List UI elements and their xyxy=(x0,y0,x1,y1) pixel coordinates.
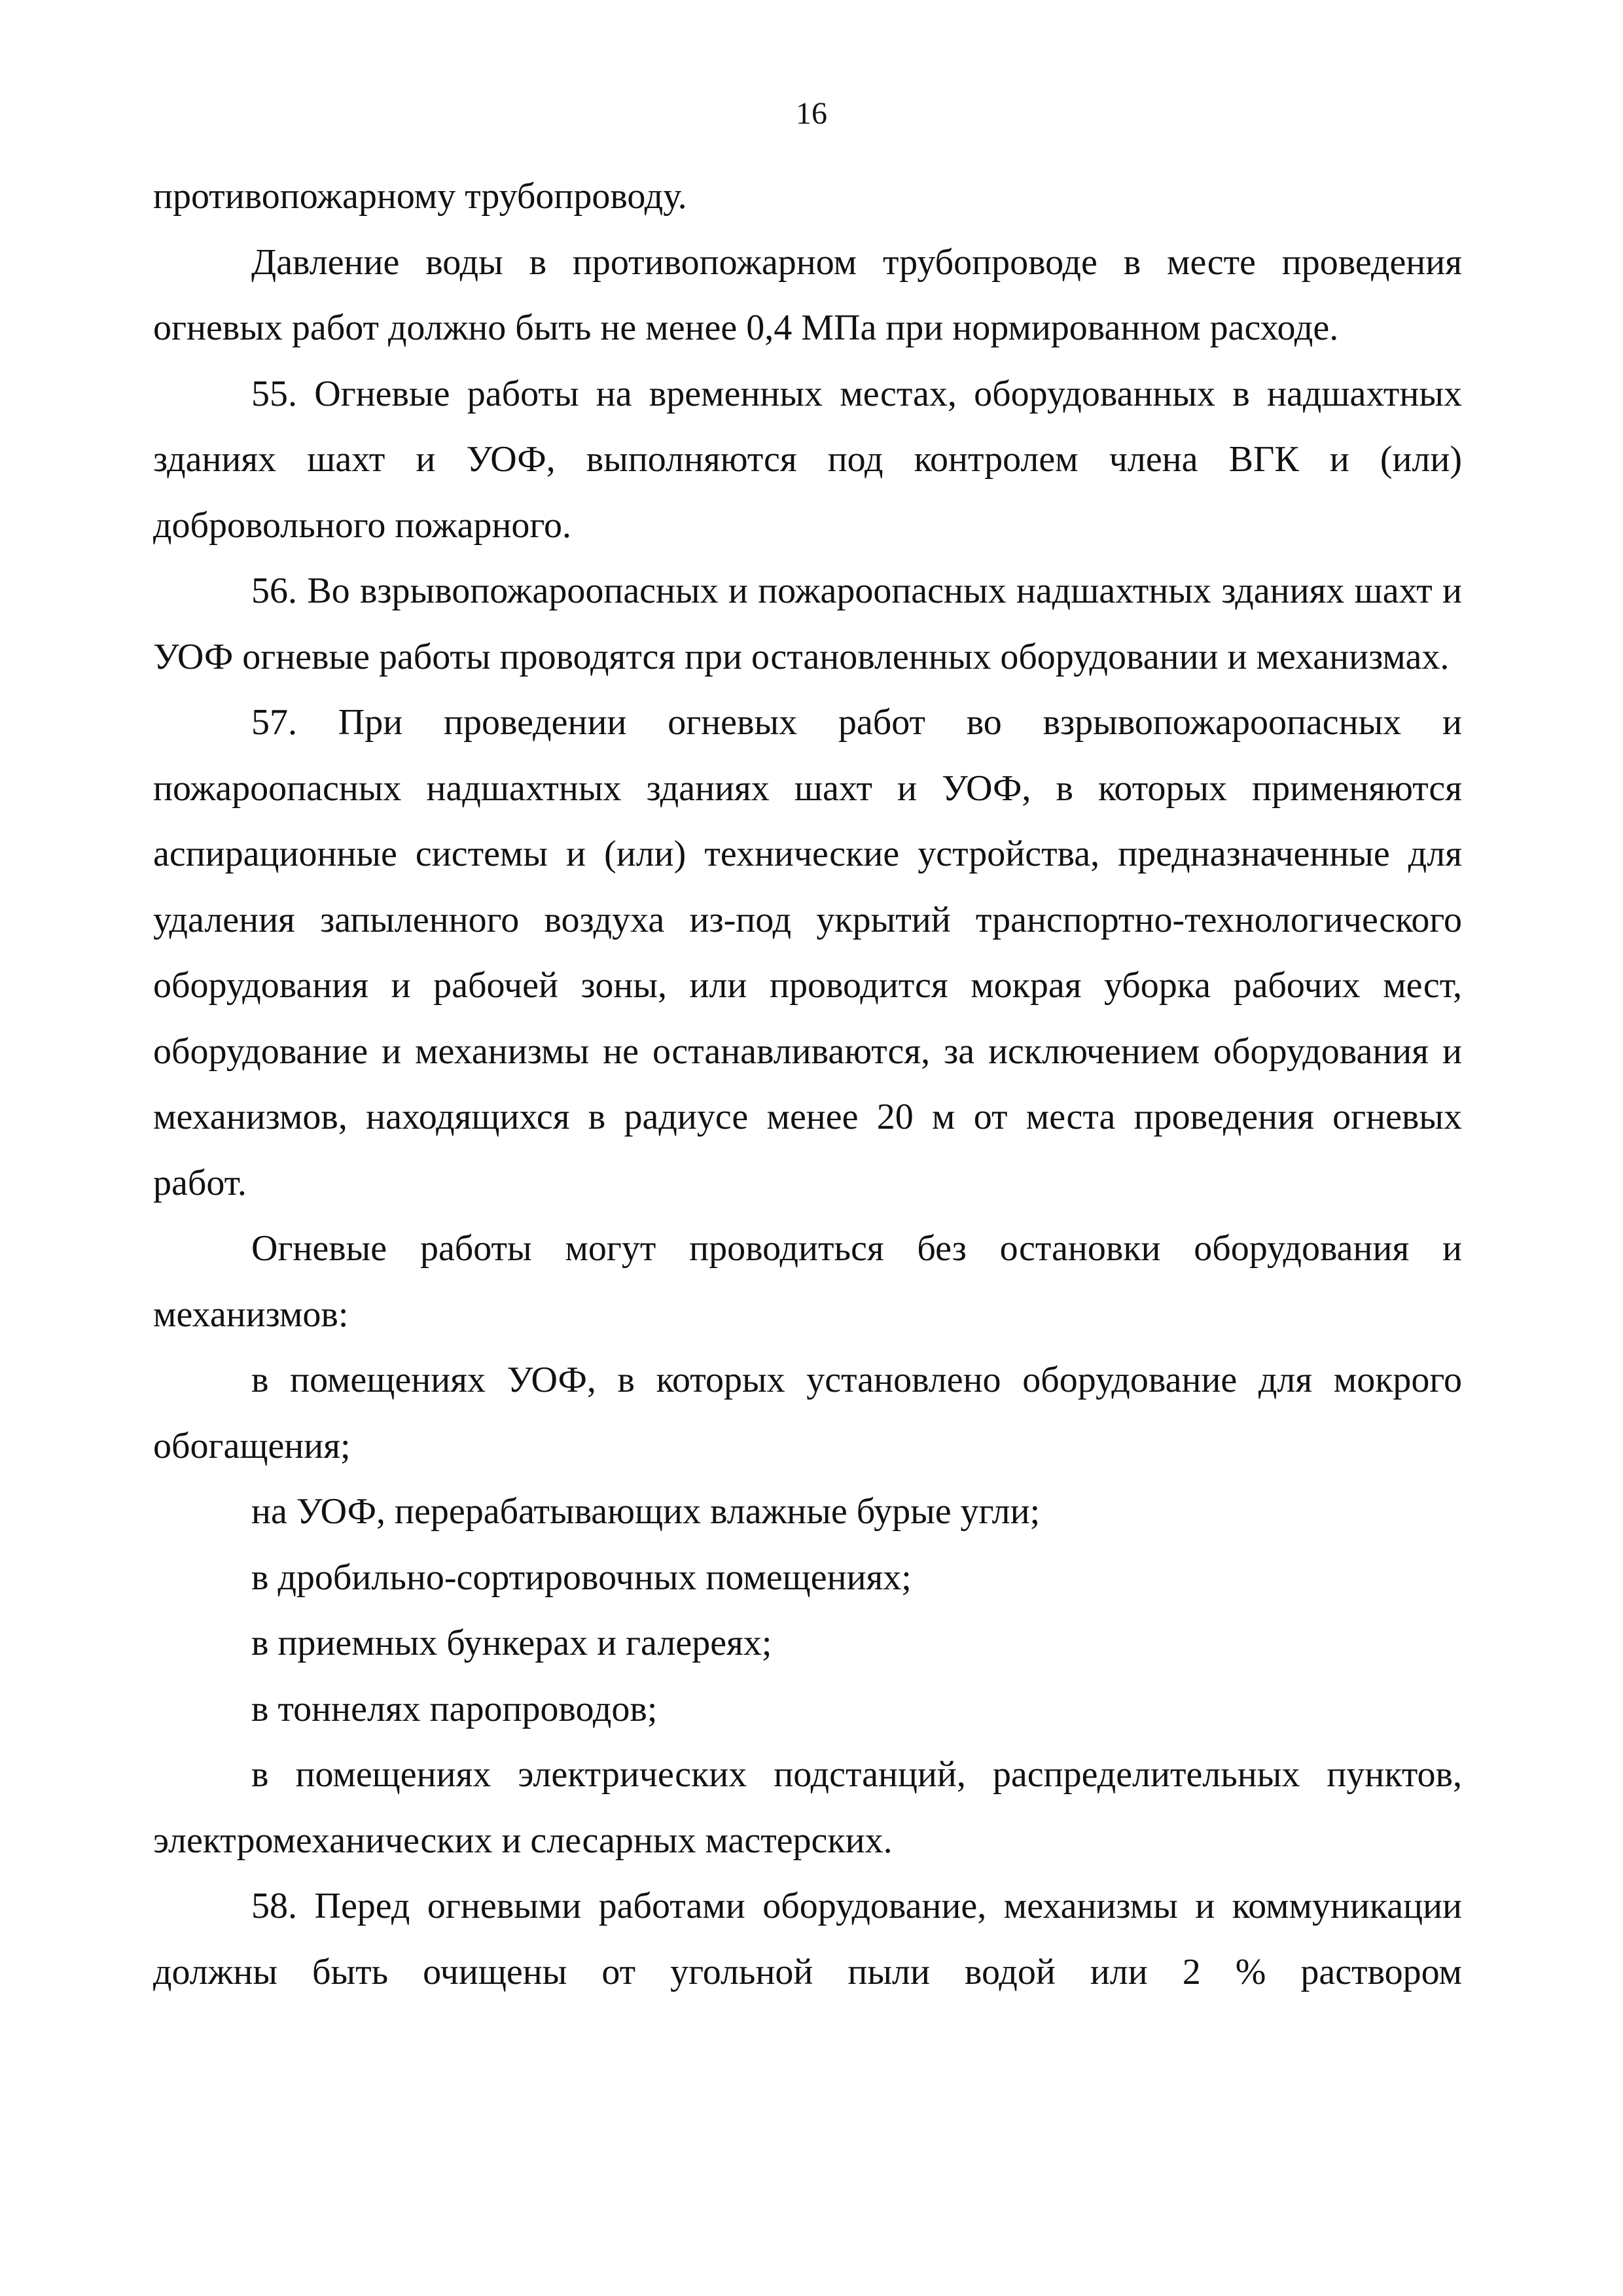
list-item-bunkers-galleries: в приемных бункерах и галереях; xyxy=(251,1623,772,1663)
paragraph-exceptions-intro: Огневые работы могут проводиться без остановки оборудования и механизмов: xyxy=(153,1228,1462,1335)
list-item-crushing-rooms: в дробильно-сортировочных помещениях; xyxy=(251,1557,912,1598)
paragraph-item-55: 55. Огневые работы на временных местах, оборудованных в надшахтных зданиях шахт и УОФ, выполняются под контролем члена ВГК и (или) добровольного пожарного. xyxy=(153,373,1462,546)
paragraph-water-pressure: Давление воды в противопожарном трубопроводе в месте проведения огневых работ должно быть не менее 0,4 МПа при нормированном расходе. xyxy=(153,241,1462,348)
paragraph-item-57: 57. При проведении огневых работ во взрывопожароопасных и пожароопасных надшахтных зданиях шахт и УОФ, в которых применяются аспирационные системы и (или) технические устройства, предназначенные для удаления запыленного воздуха из-под укрытий транспортно-технологического оборудования и рабочей зоны, или проводится мокрая уборка рабочих мест, оборудование и механизмы не останавливаются, за исключением оборудования и механизмов, находящихся в радиусе менее 20 м от места проведения огневых работ. xyxy=(153,702,1462,1203)
page-number: 16 xyxy=(796,96,827,131)
list-item-substations: в помещениях электрических подстанций, распределительных пунктов, электромеханических и слесарных мастерских. xyxy=(153,1754,1462,1861)
paragraph-continuation: противопожарному трубопроводу. xyxy=(153,176,687,217)
document-body xyxy=(153,164,1462,2005)
paragraph-item-58: 58. Перед огневыми работами оборудование, механизмы и коммуникации должны быть очищены от угольной пыли водой или 2 % раствором xyxy=(153,1886,1462,1992)
list-item-steam-tunnels: в тоннелях паропроводов; xyxy=(251,1688,658,1729)
list-item-wet-enrichment: в помещениях УОФ, в которых установлено оборудование для мокрого обогащения; xyxy=(153,1360,1462,1466)
list-item-brown-coal: на УОФ, перерабатывающих влажные бурые угли; xyxy=(251,1491,1041,1532)
paragraph-item-56: 56. Во взрывопожароопасных и пожароопасных надшахтных зданиях шахт и УОФ огневые работы проводятся при остановленных оборудовании и механизмах. xyxy=(153,571,1462,677)
